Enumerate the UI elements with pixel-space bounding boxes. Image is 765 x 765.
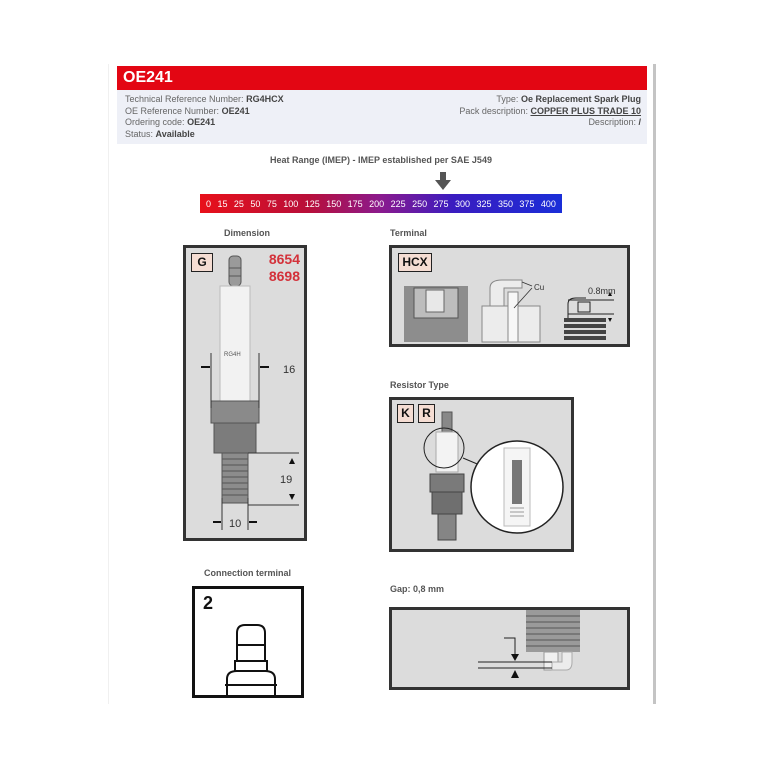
heat-range-tick: 100 (283, 198, 299, 209)
down-arrow-icon (435, 172, 451, 190)
resistor-badge-k: K (397, 404, 414, 423)
thread-diameter-value: 10 (229, 518, 242, 530)
resistor-figure (389, 397, 574, 552)
type-row (459, 94, 641, 106)
info-label: Pack description: (459, 105, 528, 116)
connection-terminal-figure (192, 586, 304, 698)
status-value: Available (155, 128, 195, 139)
info-label: Status: (125, 128, 154, 139)
dimension-code: 8698 (268, 268, 300, 284)
dimension-label: Dimension (224, 228, 271, 238)
heat-range-tick: 175 (347, 198, 363, 209)
technical-reference-row (125, 94, 284, 106)
product-title: OE241 (123, 69, 173, 86)
hex-size-value: 16 (283, 364, 296, 376)
connection-terminal-label: Connection terminal (204, 568, 292, 578)
spark-plug-dimension-drawing (186, 248, 304, 538)
gap-label: Gap: 0,8 mm (390, 584, 445, 594)
heat-range-scale (200, 194, 562, 213)
info-label: Ordering code: (125, 117, 185, 127)
connection-terminal-number: 2 (203, 593, 214, 613)
heat-range-tick: 15 (217, 198, 228, 209)
info-label: OE Reference Number: (125, 105, 220, 116)
heat-range-tick: 350 (497, 198, 513, 209)
resistor-type-label: Resistor Type (390, 380, 449, 390)
product-info-panel (117, 90, 647, 144)
info-label: Description: (588, 117, 636, 127)
terminal-figure (389, 245, 630, 347)
heat-range-tick: 275 (433, 198, 449, 209)
heat-range-tick: 50 (250, 198, 261, 209)
dimension-code: 8654 (268, 251, 300, 267)
description-row (459, 117, 641, 129)
heat-range-tick: 400 (540, 198, 556, 209)
resistor-drawing (392, 400, 571, 549)
dimension-figure (183, 245, 307, 541)
heat-range-tick: 250 (412, 198, 428, 209)
heat-range-tick: 0 (206, 198, 212, 209)
oe-reference-row (125, 106, 284, 118)
oe-reference-value: OE241 (221, 105, 250, 116)
heat-range-tick: 325 (476, 198, 492, 209)
connection-terminal-drawing (195, 589, 301, 695)
terminal-gap-label: 0.8mm (588, 286, 616, 296)
product-title-bar (117, 66, 647, 90)
ordering-code-row (125, 117, 284, 129)
pack-description-link[interactable]: COPPER PLUS TRADE 10 (530, 105, 641, 116)
heat-range-tick: 150 (326, 198, 342, 209)
heat-range-tick: 25 (233, 198, 244, 209)
heat-range-title: Heat Range (IMEP) - IMEP established per SAE J549 (270, 155, 492, 165)
terminal-label: Terminal (390, 228, 427, 238)
technical-reference-value: RG4HCX (246, 94, 284, 104)
heat-range-tick: 375 (519, 198, 535, 209)
info-label: Technical Reference Number: (125, 94, 244, 104)
thread-length-value: 19 (280, 474, 293, 486)
ordering-code-value: OE241 (187, 117, 216, 127)
terminal-badge: HCX (398, 253, 432, 272)
info-right-column (459, 94, 641, 129)
resistor-badge-r: R (418, 404, 435, 423)
gap-drawing (392, 610, 627, 687)
heat-range-tick: 300 (455, 198, 471, 209)
copper-label: Cu (534, 283, 545, 292)
heat-range-tick: 200 (369, 198, 385, 209)
status-row (125, 129, 284, 141)
type-value: Oe Replacement Spark Plug (520, 94, 641, 104)
dimension-badge: G (191, 253, 213, 272)
electrode-drawings (392, 248, 627, 344)
info-left-column (125, 94, 284, 140)
heat-range-tick: 125 (304, 198, 320, 209)
svg-text:RG4H: RG4H (224, 352, 241, 358)
pack-description-row (459, 106, 641, 118)
heat-range-tick: 225 (390, 198, 406, 209)
heat-range-tick: 75 (266, 198, 277, 209)
gap-figure (389, 607, 630, 690)
info-label: Type: (496, 94, 519, 104)
description-value: / (638, 117, 641, 127)
